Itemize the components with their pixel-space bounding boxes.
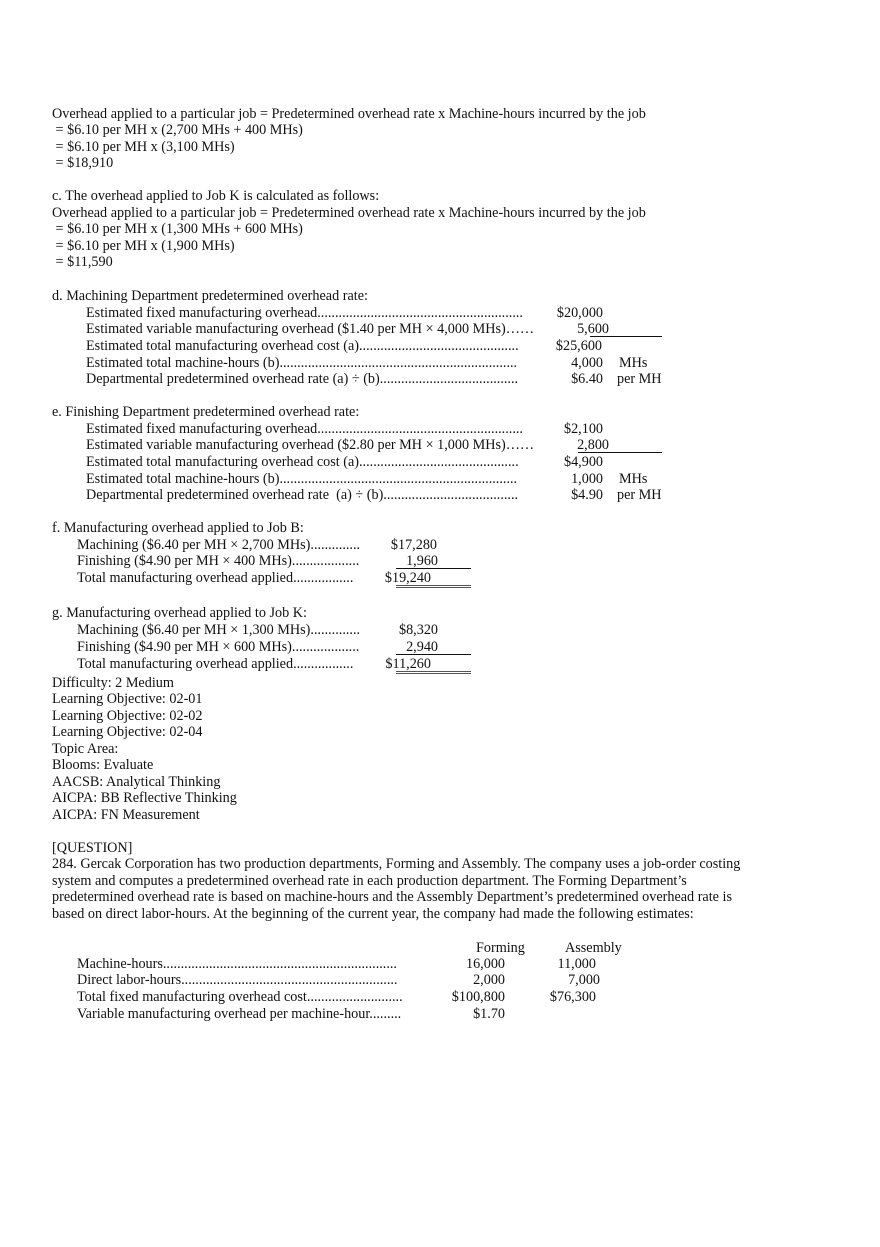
question-text-line: based on direct labor-hours. At the beginning of the current year, the company had made the following estimates: xyxy=(52,906,694,922)
part-d-row-value: $20,000 xyxy=(556,305,603,321)
part-e-row-label: Departmental predetermined overhead rate (a) ÷ (b)...................................... xyxy=(86,487,519,503)
part-e-row-label: Estimated variable manufacturing overhead ($2.80 per MH × 1,000 MHs)…… xyxy=(86,437,535,453)
estimate-row-label: Machine-hours.................................................................. xyxy=(77,956,397,972)
part-g-row-label: Machining ($6.40 per MH × 1,300 MHs).............. xyxy=(77,622,361,638)
part-e-row-value: 2,800 xyxy=(577,437,609,453)
part-d-row-label: Departmental predetermined overhead rate (a) ÷ (b)....................................... xyxy=(86,371,519,387)
meta-learning-objective: Learning Objective: 02-02 xyxy=(52,708,203,724)
estimate-row-label: Direct labor-hours............................................................. xyxy=(77,972,398,988)
part-g-row-value: 2,940 xyxy=(406,639,438,655)
part-g-row-value: $8,320 xyxy=(398,622,438,638)
intro-step-2: = $6.10 per MH x (3,100 MHs) xyxy=(52,139,235,155)
part-e-row-value: $2,100 xyxy=(563,421,603,437)
part-g-heading: g. Manufacturing overhead applied to Job K: xyxy=(52,605,307,621)
estimate-forming-value: $1.70 xyxy=(473,1006,505,1022)
estimate-forming-value: $100,800 xyxy=(451,989,505,1005)
part-c-result: = $11,590 xyxy=(52,254,113,270)
part-c-step-2: = $6.10 per MH x (1,900 MHs) xyxy=(52,238,235,254)
question-tag: [QUESTION] xyxy=(52,840,133,856)
intro-formula: Overhead applied to a particular job = Predetermined overhead rate x Machine-hours incurred by the job xyxy=(52,106,646,122)
meta-learning-objective: Learning Objective: 02-01 xyxy=(52,691,203,707)
part-e-row-label: Estimated fixed manufacturing overhead.......................................................... xyxy=(86,421,523,437)
part-f-underline xyxy=(396,568,471,569)
meta-learning-objective: Learning Objective: 02-04 xyxy=(52,724,203,740)
part-g-double-underline xyxy=(396,671,471,674)
meta-aicpa: AICPA: FN Measurement xyxy=(52,807,200,823)
meta-aicpa: AICPA: BB Reflective Thinking xyxy=(52,790,237,806)
question-text-line: 284. Gercak Corporation has two production departments, Forming and Assembly. The company uses a job-order costing xyxy=(52,856,741,872)
part-d-row-label: Estimated fixed manufacturing overhead.......................................................... xyxy=(86,305,523,321)
part-e-row-value: $4.90 xyxy=(571,487,603,503)
estimate-forming-value: 2,000 xyxy=(473,972,505,988)
part-d-row-value: 5,600 xyxy=(577,321,609,337)
part-g-row-value: $11,260 xyxy=(385,656,431,672)
meta-topic-area: Topic Area: xyxy=(52,741,119,757)
meta-difficulty: Difficulty: 2 Medium xyxy=(52,675,174,691)
estimate-row-label: Total fixed manufacturing overhead cost........................... xyxy=(77,989,403,1005)
part-e-row-value: 1,000 xyxy=(571,471,603,487)
part-d-row-label: Estimated variable manufacturing overhead ($1.40 per MH × 4,000 MHs)…… xyxy=(86,321,535,337)
part-d-row-value: 4,000 xyxy=(571,355,603,371)
part-e-heading: e. Finishing Department predetermined overhead rate: xyxy=(52,404,360,420)
part-f-row-value: $19,240 xyxy=(384,570,431,586)
part-d-row-label: Estimated total manufacturing overhead cost (a)............................................. xyxy=(86,338,519,354)
estimate-assembly-value: $76,300 xyxy=(549,989,596,1005)
part-c-formula: Overhead applied to a particular job = Predetermined overhead rate x Machine-hours incurred by the job xyxy=(52,205,646,221)
part-f-row-label: Machining ($6.40 per MH × 2,700 MHs).............. xyxy=(77,537,361,553)
part-f-double-underline xyxy=(396,585,471,588)
meta-aacsb: AACSB: Analytical Thinking xyxy=(52,774,221,790)
question-text-line: system and computes a predetermined overhead rate in each production department. The Forming Department’s xyxy=(52,873,687,889)
intro-step-1: = $6.10 per MH x (2,700 MHs + 400 MHs) xyxy=(52,122,303,138)
part-c-heading: c. The overhead applied to Job K is calculated as follows: xyxy=(52,188,380,204)
part-c-step-1: = $6.10 per MH x (1,300 MHs + 600 MHs) xyxy=(52,221,303,237)
question-text-line: predetermined overhead rate is based on machine-hours and the Assembly Department’s predetermined overhead rate is xyxy=(52,889,732,905)
part-d-row-value: $6.40 xyxy=(571,371,603,387)
estimate-assembly-value: 11,000 xyxy=(557,956,596,972)
col-header-assembly: Assembly xyxy=(565,940,622,956)
part-g-row-label: Total manufacturing overhead applied................. xyxy=(77,656,354,672)
part-f-row-label: Total manufacturing overhead applied................. xyxy=(77,570,354,586)
part-f-row-value: 1,960 xyxy=(406,553,438,569)
part-f-heading: f. Manufacturing overhead applied to Job B: xyxy=(52,520,304,536)
part-e-row-label: Estimated total machine-hours (b)................................................................... xyxy=(86,471,518,487)
part-e-underline xyxy=(578,452,662,453)
part-d-row-unit: MHs xyxy=(619,355,648,371)
part-e-row-unit: MHs xyxy=(619,471,648,487)
estimate-forming-value: 16,000 xyxy=(465,956,505,972)
col-header-forming: Forming xyxy=(476,940,525,956)
part-d-row-unit: per MH xyxy=(617,371,662,387)
part-g-underline xyxy=(396,654,471,655)
part-e-row-label: Estimated total manufacturing overhead cost (a)............................................. xyxy=(86,454,519,470)
part-e-row-value: $4,900 xyxy=(563,454,603,470)
part-e-row-unit: per MH xyxy=(617,487,662,503)
part-f-row-value: $17,280 xyxy=(390,537,437,553)
part-d-underline xyxy=(590,336,662,337)
part-d-row-label: Estimated total machine-hours (b)................................................................... xyxy=(86,355,518,371)
estimate-row-label: Variable manufacturing overhead per machine-hour......... xyxy=(77,1006,402,1022)
part-d-row-value: $25,600 xyxy=(555,338,602,354)
part-d-heading: d. Machining Department predetermined overhead rate: xyxy=(52,288,368,304)
intro-result: = $18,910 xyxy=(52,155,114,171)
part-f-row-label: Finishing ($4.90 per MH × 400 MHs)................... xyxy=(77,553,360,569)
part-g-row-label: Finishing ($4.90 per MH × 600 MHs)................... xyxy=(77,639,360,655)
estimate-assembly-value: 7,000 xyxy=(568,972,600,988)
meta-blooms: Blooms: Evaluate xyxy=(52,757,154,773)
